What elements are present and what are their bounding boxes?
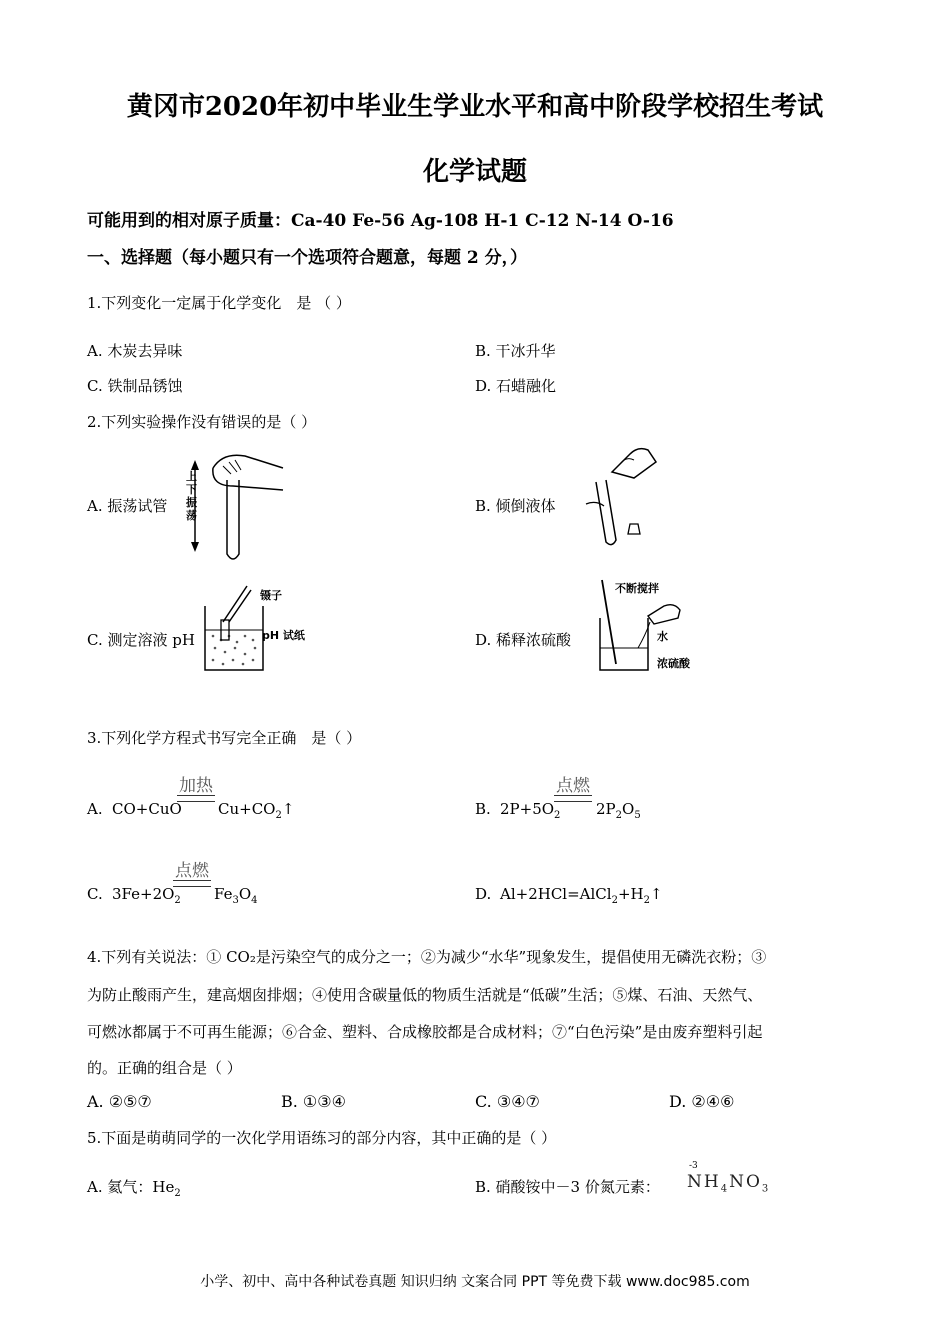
pouring-liquid-figure: [582, 442, 662, 547]
q5-valence-mark: -3: [689, 1161, 698, 1171]
q3-c-equals: [173, 880, 211, 887]
page-subtitle: 化学试题: [422, 157, 527, 187]
q1-option-d: D. 石蜡融化: [475, 377, 557, 395]
q4-option-d: D. ②④⑥: [669, 1092, 735, 1111]
fig-c-label-tweezers: 镊子: [260, 589, 282, 602]
q5-option-a: A. 氦气：$He_2$: [87, 1178, 181, 1199]
q1-option-a: A. 木炭去异味: [87, 342, 183, 360]
q3-a-reactants: CO+CuO: [112, 800, 182, 818]
q3-d-equation: $Al+2HCl=AlCl_2+H_2↑$: [500, 885, 663, 906]
section-title: 一、选择题（每小题只有一个选项符合题意，每题 2 分，）: [87, 248, 528, 268]
page-footer: 小学、初中、高中各种试卷真题 知识归纳 文案合同 PPT 等免费下载 www.doc985.com: [200, 1274, 750, 1290]
q5-option-b: B. 硝酸铵中－3 价氮元素：: [475, 1178, 660, 1196]
q4-line-1: 4.下列有关说法：① CO₂是污染空气的成分之一；②为减少“水华”现象发生，提倡使用无磷洗衣粉；③: [87, 948, 767, 966]
q4-line-4: 的。正确的组合是（ ）: [87, 1059, 242, 1077]
q2-option-c: C. 测定溶液 pH: [87, 631, 195, 649]
q3-stem: 3.下列化学方程式书写完全正确 是（ ）: [87, 729, 362, 747]
q2-option-a: A. 振荡试管: [87, 497, 168, 515]
fig-d-label-water: 水: [657, 630, 668, 643]
q3-c-prefix: C.: [87, 885, 103, 903]
q3-a-products: $Cu+CO_2↑$: [218, 800, 295, 821]
fig-d-label-stir: 不断搅拌: [615, 582, 659, 595]
q1-option-c: C. 铁制品锈蚀: [87, 377, 183, 395]
q4-option-b: B. ①③④: [281, 1092, 346, 1111]
q3-c-condition: 点燃: [175, 861, 209, 881]
q3-a-equals: [177, 795, 215, 802]
q2-stem: 2.下列实验操作没有错误的是（ ）: [87, 413, 317, 431]
q3-a-prefix: A.: [87, 800, 103, 818]
q3-b-prefix: B.: [475, 800, 491, 818]
atomic-mass-line: 可能用到的相对原子质量：Ca-40 Fe-56 Ag-108 H-1 C-12 N-14 O-16: [87, 211, 674, 231]
q3-a-condition: 加热: [179, 776, 213, 796]
q4-option-a: A. ②⑤⑦: [87, 1092, 152, 1111]
ph-measure-figure: [201, 582, 265, 674]
q5-ammonium-nitrate-formula: $NH_4NO_3$: [687, 1172, 771, 1195]
q3-b-equals: [554, 795, 592, 802]
fig-c-label-ph-paper: pH 试纸: [262, 629, 305, 642]
q4-option-c: C. ③④⑦: [475, 1092, 540, 1111]
q5-stem: 5.下面是萌萌同学的一次化学用语练习的部分内容，其中正确的是（ ）: [87, 1129, 557, 1147]
q4-line-2: 为防止酸雨产生，建高烟囱排烟；④使用含碳量低的物质生活就是“低碳”生活；⑤煤、石油、天然气、: [87, 986, 763, 1004]
q3-b-condition: 点燃: [556, 776, 590, 796]
q1-option-b: B. 干冰升华: [475, 342, 556, 360]
q3-b-products: $2P_2O_5$: [596, 800, 641, 821]
page-title: 黄冈市2020年初中毕业生学业水平和高中阶段学校招生考试: [126, 92, 824, 122]
fig-d-label-acid: 浓硫酸: [657, 657, 690, 670]
q2-option-b: B. 倾倒液体: [475, 497, 556, 515]
q3-c-reactants: $3Fe+2O_2$: [112, 885, 181, 906]
q4-line-3: 可燃冰都属于不可再生能源；⑥合金、塑料、合成橡胶都是合成材料；⑦“白色污染”是由废弃塑料引起: [87, 1023, 763, 1041]
q3-b-reactants: $2P+5O_2$: [500, 800, 561, 821]
q2-option-d: D. 稀释浓硫酸: [475, 631, 572, 649]
q3-c-products: $Fe_3O_4$: [214, 885, 258, 906]
fig-a-label: 上下振荡: [186, 470, 197, 522]
q1-stem: 1.下列变化一定属于化学变化 是 （ ）: [87, 294, 351, 312]
q3-d-prefix: D.: [475, 885, 492, 903]
